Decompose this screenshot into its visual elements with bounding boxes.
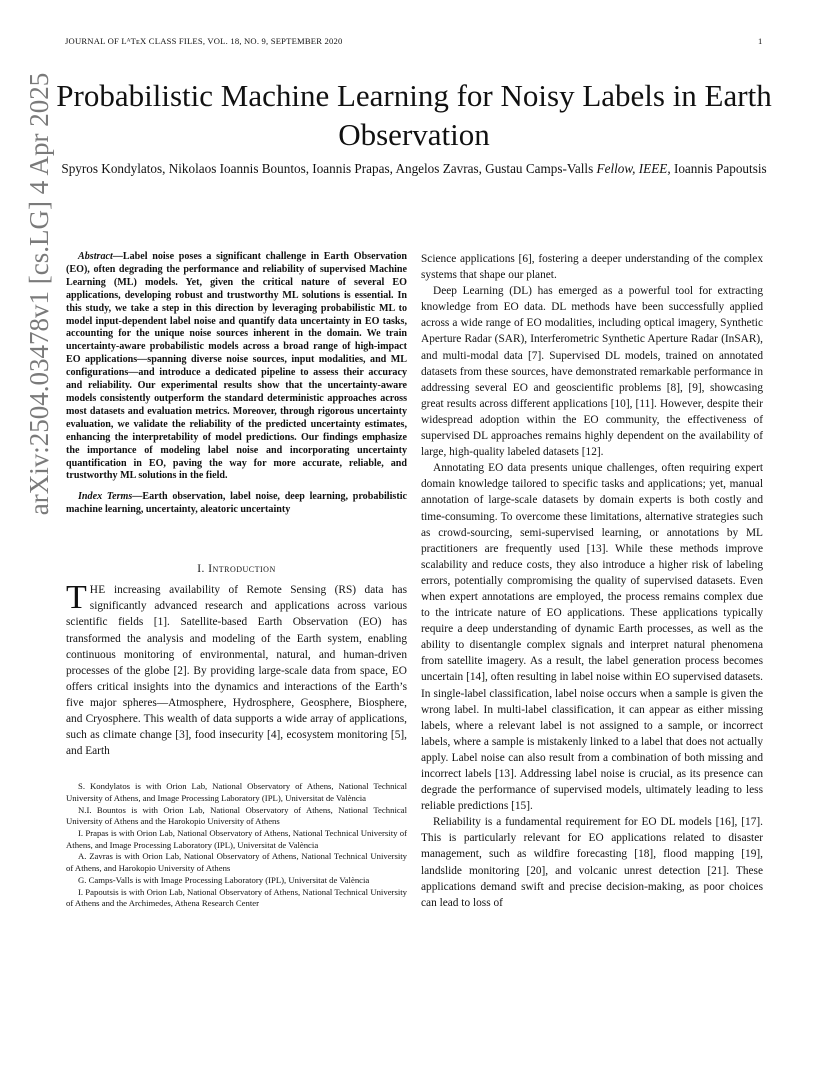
section-title: Introduction [208,563,276,576]
abstract-text: —Label noise poses a significant challenge in Earth Observation (EO), often degrading the performance and reliability of supervised Machine Learning (ML) models. Yet, given the critical nature of several EO applications, developing robust and trustworthy ML solutions is essential. In this study, we take a step in this direction by leveraging probabilistic ML to model input-dependent label noise and quantify data uncertainty in EO tasks, accounting for the unique noise sources inherent in the domain. We train uncertainty-aware probabilistic models across a broad range of high-impact EO applications—spanning diverse noise sources, input modalities, and ML configurations—and introduce a dedicated pipeline to assess their accuracy and reliability. Our experimental results show that the uncertainty-aware models consistently outperform the standard deterministic approaches across most datasets and evaluation metrics. Moreover, through rigorous uncertainty evaluation, we validate the reliability of the predicted uncertainty estimates, enhancing the interpretability of model predictions. Our findings emphasize the importance of modeling label noise and incorporating uncertainty quantification in EO, paving the way for more accurate, reliable, and trustworthy ML solutions in the field. [66,251,407,482]
authors-fellow: Fellow, IEEE [596,161,668,176]
authors-last: , Ioannis Papoutsis [667,161,767,176]
running-header: JOURNAL OF LᴬTᴇX CLASS FILES, VOL. 18, NO. 9, SEPTEMBER 2020 [65,36,343,46]
section-heading-introduction [66,561,407,577]
author-list [60,160,768,178]
left-column [66,251,407,910]
footnote: I. Papoutsis is with Orion Lab, National Observatory of Athens, National Technical University of Athens and the Archimedes, Athena Research Center [66,886,407,909]
footnote: A. Zavras is with Orion Lab, National Observatory of Athens, National Technical University of Athens, and Harokopio University of Athens [66,851,407,874]
body-paragraph: Reliability is a fundamental requirement for EO DL models [16], [17]. This is particularly relevant for EO applications related to disaster management, such as wildfire forecasting [18], flood mapping [19], landslide monitoring [20], and volcanic unrest detection [21]. These applications demand swift and precise decision-making, as poor choices can lead to loss of [421,816,763,909]
body-paragraph: Annotating EO data presents unique challenges, often requiring expert domain knowledge tailored to specific tasks and applications; yet, manual annotation of large-scale datasets by domain experts is both costly and time-consuming. To overcome these limitations, alternative strategies such as crowd-sourcing, semi-supervised learning, or annotations by ML practitioners are frequently used [13]. While these methods improve scalability and reduce costs, they also introduce a higher risk of labeling errors, potentially compromising the quality of supervised datasets. Even when expert annotations are employed, the process remains complex due to the intricate nature of EO applications. These applications typically require a deep understanding of dynamic Earth processes, as well as the ability to disentangle complex signals and interpret natural phenomena from satellite imagery. As a result, the label generation process becomes uncertain [14], often resulting in label noise within EO supervised datasets. In single-label classification, label noise occurs when a sample is given the wrong label. In multi-label classification, it can appear as either missing labels, where a relevant label is not assigned to a sample, or incorrect labels, where a sample is mistakenly linked to a label that does not actually apply. Label noise can also result from a combination of both missing and incorrect labels [13]. Addressing label noise is crucial, as its presence can degrade the performance of supervised models, ultimately leading to less reliable predictions [15]. [421,462,763,813]
paper-title: Probabilistic Machine Learning for Noisy Labels in Earth Observation [56,78,772,152]
footnote: G. Camps-Valls is with Image Processing Laboratory (IPL), Universitat de València [78,874,370,885]
index-terms [66,491,407,517]
footnote: S. Kondylatos is with Orion Lab, National Observatory of Athens, National Technical University of Athens, and Image Processing Laboratory (IPL), Universitat de València [66,781,407,803]
index-terms-label: Index Terms [78,491,133,503]
footnote: I. Prapas is with Orion Lab, National Observatory of Athens, National Technical University of Athens, and Image Processing Laboratory (IPL), Universitat de València [66,828,407,850]
index-terms-text: —Earth observation, label noise, deep learning, probabilistic machine learning, uncertainty, aleatoric uncertainty [66,491,407,516]
body-paragraph: Deep Learning (DL) has emerged as a powerful tool for extracting knowledge from EO data. DL methods have been successfully applied across a wide range of EO modalities, including optical imagery, Synthetic Aperture Radar (SAR), Interferometric Synthetic Aperture Radar (InSAR), and multi-modal data [7]. Supervised DL models, trained on annotated datasets from these sources, have demonstrated remarkable performance in addressing several EO and geoscientific problems [8], [9], showcasing great results across different applications [10], [11]. However, despite their widespread adoption within the EO community, the effectiveness of supervised DL approaches remains highly dependent on the availability of large, high-quality labeled datasets [12]. [421,285,763,459]
right-column [421,251,763,911]
authors-main: Spyros Kondylatos, Nikolaos Ioannis Bountos, Ioannis Prapas, Angelos Zavras, Gustau Camps-Valls [61,161,594,176]
drop-cap: T [66,579,87,617]
abstract [66,251,407,483]
abstract-label: Abstract [78,251,113,262]
drop-cap-continuation: HE [89,584,106,597]
arxiv-identifier-stamp: arXiv:2504.03478v1 [cs.LG] 4 Apr 2025 [24,72,54,516]
page-number: 1 [758,36,763,46]
section-number: I. [197,563,209,576]
affiliation-footnotes [66,781,407,910]
body-paragraph: Science applications [6], fostering a deeper understanding of the complex systems that shape our planet. [421,253,763,282]
footnote: N.I. Bountos is with Orion Lab, National Observatory of Athens, National Technical University of Athens and the Harokopio University of Athens [66,804,407,827]
intro-paragraph-text: increasing availability of Remote Sensing (RS) data has significantly advanced research and applications across various scientific fields [1]. Satellite-based Earth Observation (EO) has transformed the analysis and modeling of the Earth system, enabling continuous monitoring of environmental, natural, and human-driven processes of the globe [2]. By providing large-scale data from space, EO offers critical insights into the dynamics and interactions of the Earth’s five major spheres—Atmosphere, Hydrosphere, Geosphere, Biosphere, and Cryosphere. This wealth of data supports a wide array of applications, such as climate change [3], food insecurity [4], ecosystem monitoring [5], and Earth [66,584,407,758]
intro-paragraph [66,579,407,759]
